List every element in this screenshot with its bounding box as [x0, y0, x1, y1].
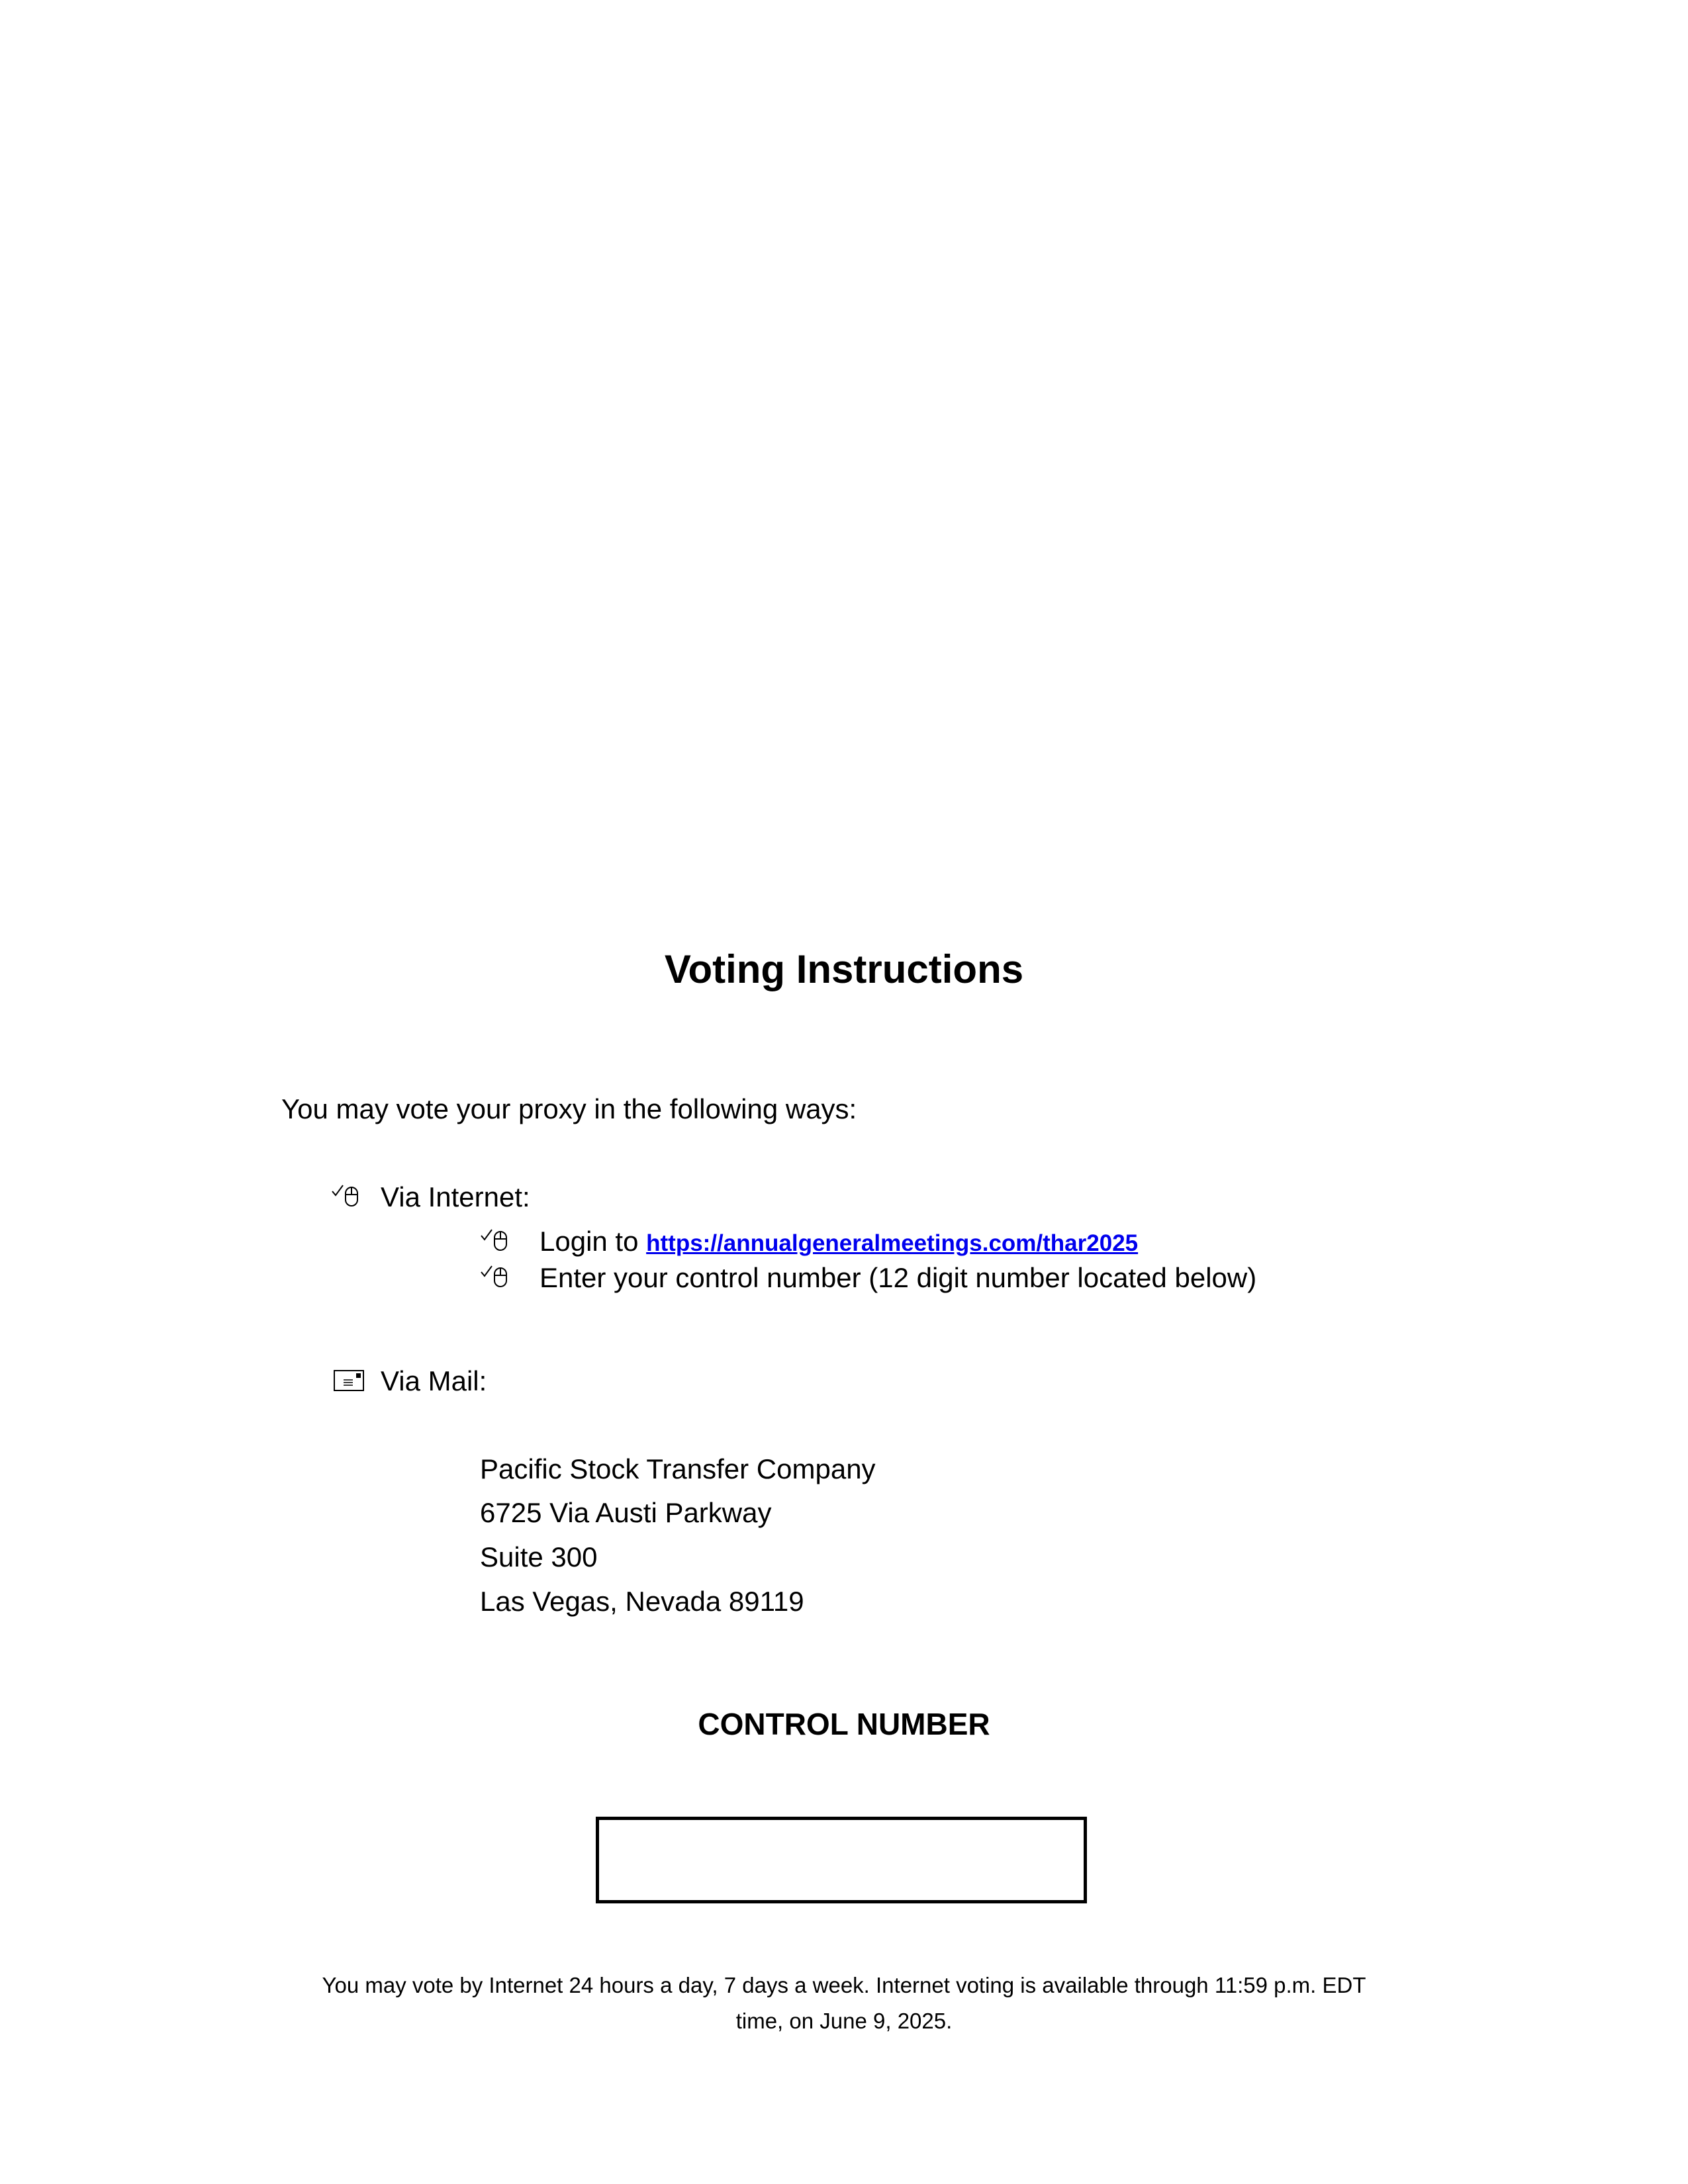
envelope-icon — [333, 1369, 365, 1392]
voting-deadline-note — [0, 1968, 1688, 2039]
voting-website-link[interactable]: https://annualgeneralmeetings.com/thar2025 — [646, 1230, 1139, 1256]
control-number-title: CONTROL NUMBER — [698, 1707, 990, 1741]
internet-step-login — [539, 1223, 1138, 1262]
via-internet-label: Via Internet: — [381, 1181, 530, 1212]
via-mail-label: Via Mail: — [381, 1365, 487, 1396]
footer-line-2: time, on June 9, 2025. — [735, 2009, 953, 2033]
login-text: Login to — [539, 1226, 647, 1257]
address-street: 6725 Via Austi Parkway — [480, 1497, 772, 1528]
intro-text: You may vote your proxy in the following ways: — [281, 1093, 857, 1124]
mouse-icon — [479, 1226, 512, 1253]
page-title: Voting Instructions — [664, 947, 1024, 991]
control-number-box — [596, 1817, 1087, 1903]
internet-step-control-number: Enter your control number (12 digit number located below) — [539, 1262, 1257, 1293]
footer-line-1: You may vote by Internet 24 hours a day, 7 days a week. Internet voting is available through 11:59 p.m. EDT — [322, 1973, 1366, 1997]
mouse-icon — [330, 1182, 363, 1208]
address-suite: Suite 300 — [480, 1541, 598, 1572]
address-company: Pacific Stock Transfer Company — [480, 1453, 876, 1484]
mouse-icon — [479, 1263, 512, 1289]
address-city-state-zip: Las Vegas, Nevada 89119 — [480, 1586, 804, 1617]
